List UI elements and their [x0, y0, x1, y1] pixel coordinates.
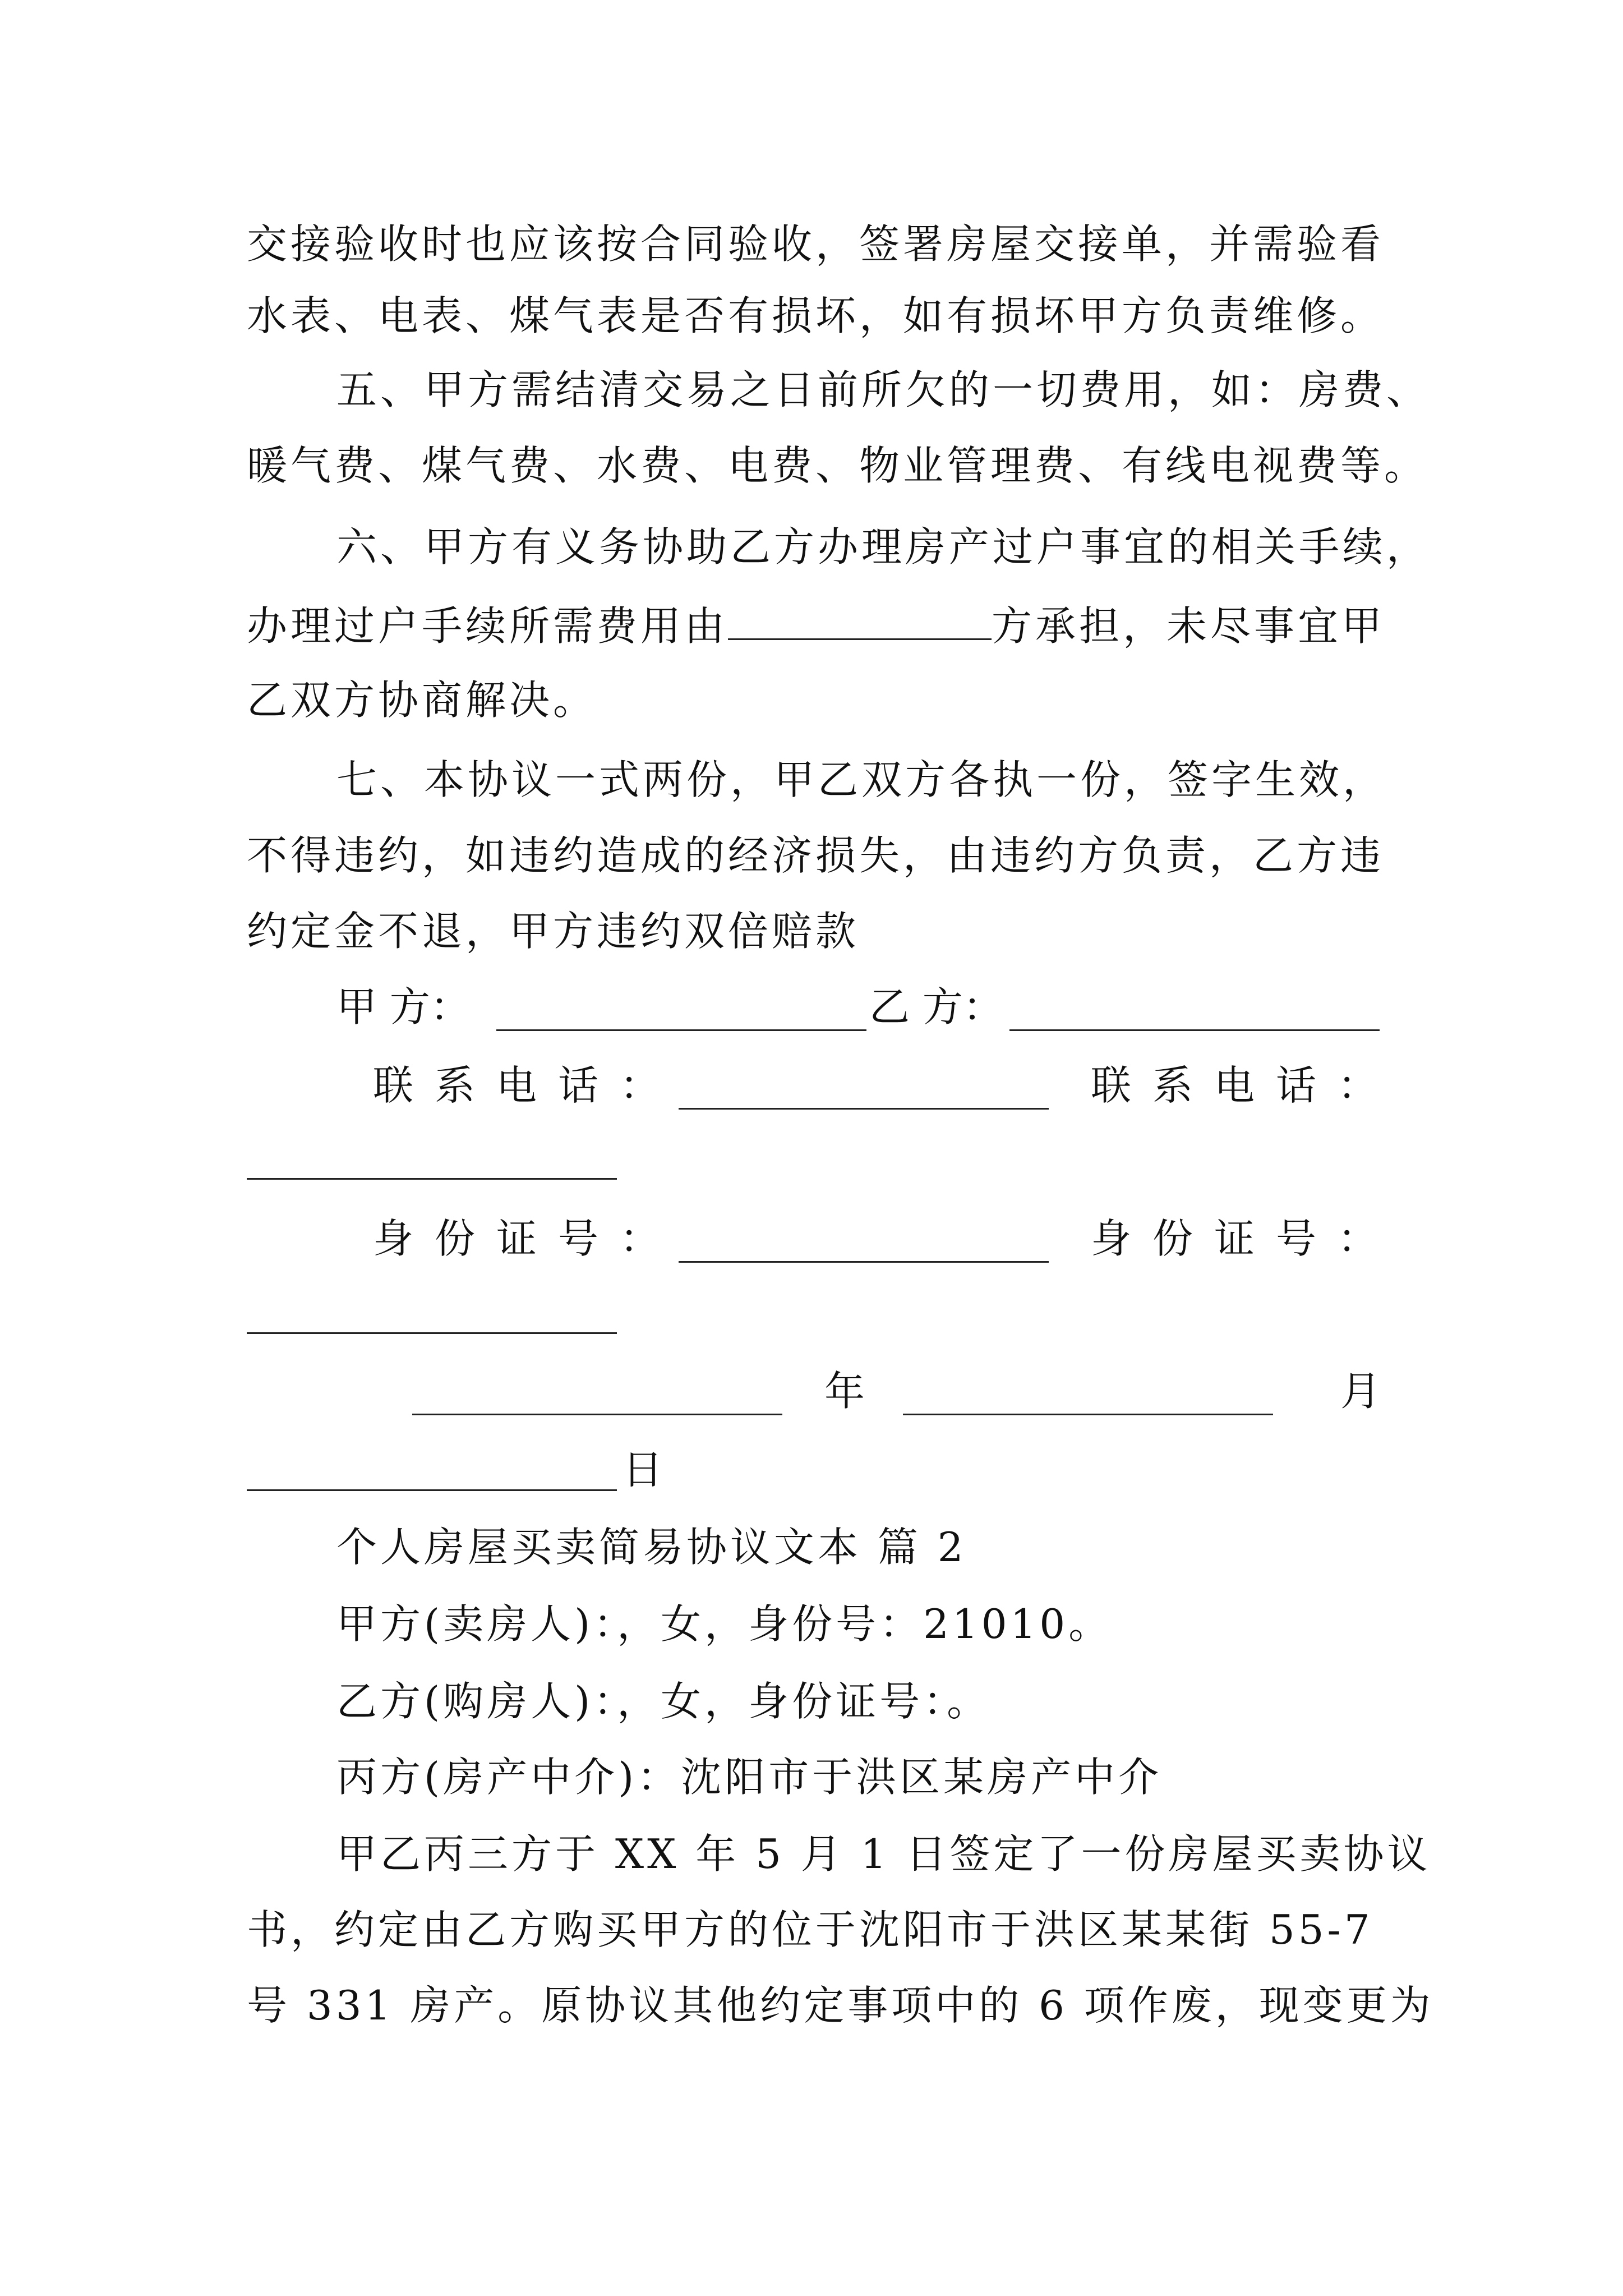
party-a-blank[interactable] [496, 1029, 866, 1031]
clause-6-line-2 [247, 595, 1391, 656]
clause-6-line-3: 乙双方协商解决。 [247, 677, 597, 724]
month-blank[interactable] [903, 1414, 1273, 1415]
id-b-label: 身份证号： [1091, 1215, 1400, 1262]
party-b-label: 乙 方： [869, 983, 1003, 1030]
day-blank[interactable] [247, 1489, 617, 1491]
article-2-body-line-3: 号 331 房产。原协议其他约定事项中的 6 项作废，现变更为 [247, 1982, 1434, 2029]
clause-6-text-before-blank: 办理过户手续所需费用由 [247, 602, 728, 650]
phone-a-label: 联系电话： [373, 1062, 682, 1109]
fee-payer-blank[interactable] [728, 595, 992, 640]
buyer-line: 乙方(购房人)：，女，身份证号：。 [336, 1678, 991, 1725]
clause-6-text-after-blank: 方承担，未尽事宜甲 [992, 602, 1386, 650]
clause-4-line-1: 交接验收时也应该按合同验收，签署房屋交接单，并需验看 [247, 220, 1385, 268]
clause-7-line-1: 七、本协议一式两份，甲乙双方各执一份，签字生效， [336, 756, 1387, 803]
year-blank[interactable] [412, 1414, 782, 1415]
clause-5-line-2: 暖气费、煤气费、水费、电费、物业管理费、有线电视费等。 [247, 442, 1428, 489]
phone-b-label: 联系电话： [1091, 1062, 1400, 1109]
seller-line: 甲方(卖房人)：，女，身份号：21010。 [336, 1600, 1113, 1648]
id-a-blank[interactable] [679, 1261, 1049, 1263]
clause-6-line-1: 六、甲方有义务协助乙方办理房产过户事宜的相关手续， [336, 523, 1431, 570]
clause-7-line-2: 不得违约，如违约造成的经济损失，由违约方负责，乙方违 [247, 832, 1385, 879]
clause-7-line-3: 约定金不退，甲方违约双倍赔款 [247, 908, 860, 955]
article-2-body-line-2: 书，约定由乙方购买甲方的位于沈阳市于洪区某某街 55-7 [247, 1906, 1373, 1953]
month-label: 月 [1340, 1368, 1381, 1415]
clause-5-line-1: 五、甲方需结清交易之日前所欠的一切费用，如：房费、 [336, 366, 1431, 413]
phone-a-blank[interactable] [679, 1108, 1049, 1110]
party-b-blank[interactable] [1009, 1029, 1380, 1031]
article-2-body-line-1: 甲乙丙三方于 XX 年 5 月 1 日签定了一份房屋买卖协议 [336, 1830, 1431, 1878]
agent-line: 丙方(房产中介)：沈阳市于洪区某房产中介 [336, 1754, 1163, 1801]
year-label: 年 [824, 1368, 865, 1415]
day-label: 日 [623, 1446, 663, 1493]
clause-4-line-2: 水表、电表、煤气表是否有损坏，如有损坏甲方负责维修。 [247, 292, 1385, 339]
id-a-label: 身份证号： [373, 1215, 682, 1262]
article-2-heading: 个人房屋买卖简易协议文本 篇 2 [336, 1524, 967, 1571]
phone-b-blank[interactable] [247, 1178, 617, 1180]
party-a-label: 甲 方： [336, 983, 471, 1030]
id-b-blank[interactable] [247, 1332, 617, 1334]
